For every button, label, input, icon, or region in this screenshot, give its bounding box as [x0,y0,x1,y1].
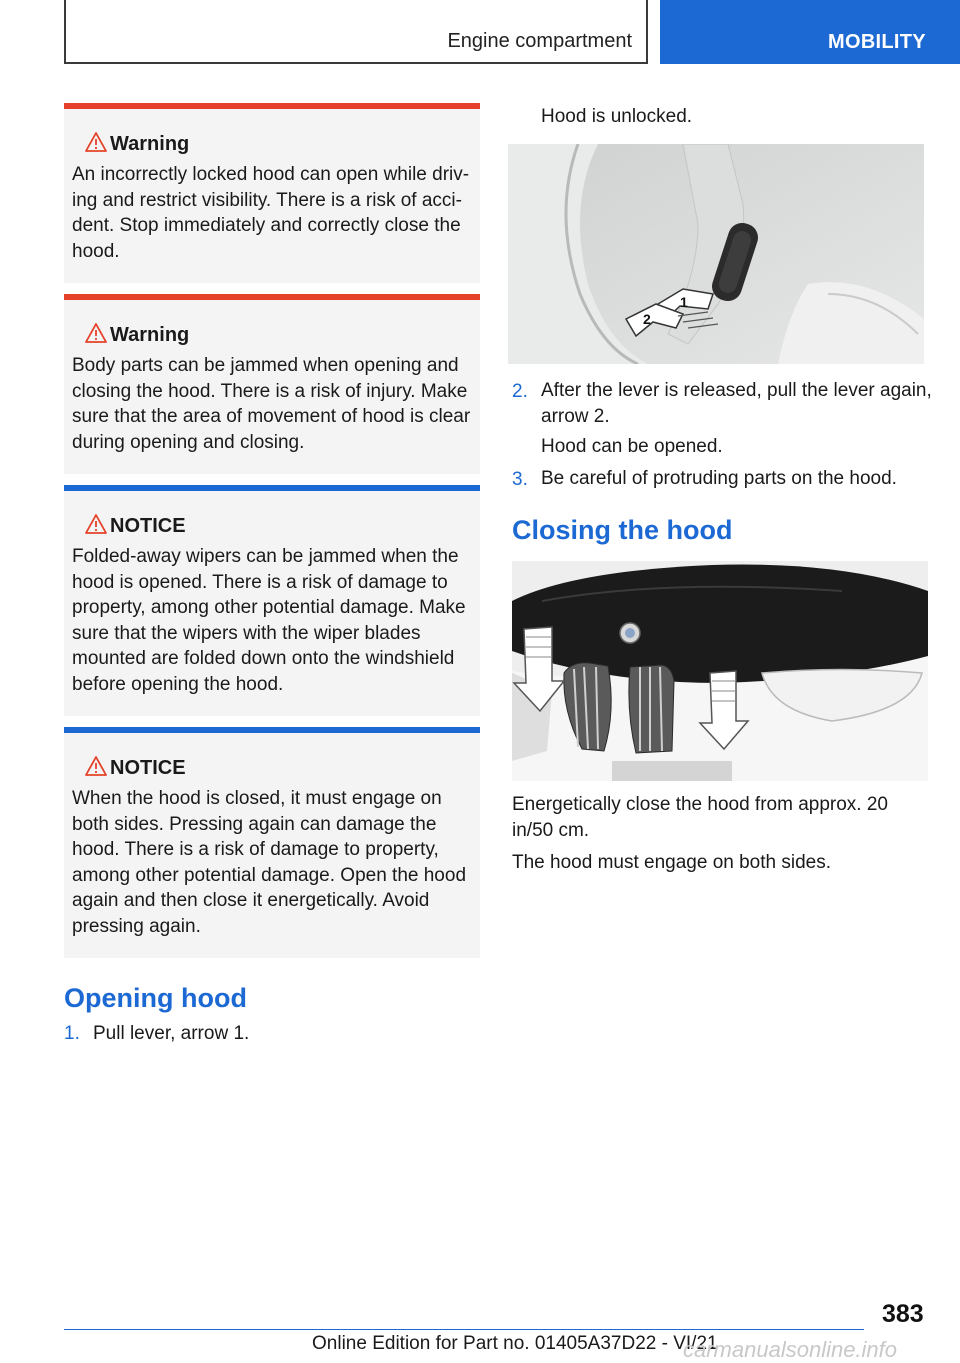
section-heading-closing-hood: Closing the hood [512,515,733,545]
warning-triangle-icon [84,131,108,153]
header-chapter-tab [660,0,960,64]
step-number: 2. [512,381,528,402]
footer-divider [64,1329,864,1330]
step-text: After the lever is released, pull the lever again, arrow 2. [541,380,932,427]
watermark: carmanualsonline.info [683,1337,898,1362]
step-number: 3. [512,469,528,490]
warning-title: Warning [110,133,190,155]
notice-title: NOTICE [110,757,186,779]
page-number: 383 [882,1300,924,1328]
notice-box [64,727,480,958]
closing-hood-image [512,561,928,781]
step-text: Be careful of protruding parts on the hood. [541,468,897,489]
notice-box [64,485,480,716]
section-heading-opening-hood: Opening hood [64,983,247,1013]
warning-text: An incorrectly locked hood can open while driv- ing and restrict visibility. There is a risk of acci- dent. Stop immediately and correctly close the hood. [72,164,470,262]
warning-box [64,294,480,474]
closing-note: The hood must engage on both sides. [512,852,832,873]
closing-instruction: Energetically close the hood from approx. 20 in/50 cm. [512,794,888,841]
notice-text: Folded-away wipers can be jammed when the hood is opened. There is a risk of damage to property, among other potential damage. Make sure that the wipers with the wiper blades mounted are folded down onto the windshield before opening the hood. [72,546,466,695]
warning-triangle-icon [84,755,108,777]
notice-title: NOTICE [110,515,186,537]
notice-text: When the hood is closed, it must engage on both sides. Pressing again can damage the hood. There is a risk of damage to property, among other potential damage. Open the hood again and then close it energetically. Avoid pressing again. [72,788,467,937]
warning-triangle-icon [84,322,108,344]
step-note: Hood can be opened. [541,436,723,457]
arrow-label: 2 [643,311,651,327]
header-section-title: Engine compartment [447,30,632,52]
header-section-tab [64,0,648,64]
warning-box [64,103,480,283]
step-text: Pull lever, arrow 1. [93,1023,250,1044]
arrow-label: 1 [680,294,688,310]
header-chapter-title: MOBILITY [828,31,926,53]
warning-title: Warning [110,324,190,346]
warning-triangle-icon [84,513,108,535]
warning-text: Body parts can be jammed when opening and closing the hood. There is a risk of injury. Make sure that the area of movement of hood is clear during opening and closing. [72,355,471,453]
step-note: Hood is unlocked. [541,106,693,127]
footer-edition: Online Edition for Part no. 01405A37D22 - VI/21 [312,1333,718,1354]
hood-lever-image [508,144,924,364]
step-number: 1. [64,1023,80,1044]
